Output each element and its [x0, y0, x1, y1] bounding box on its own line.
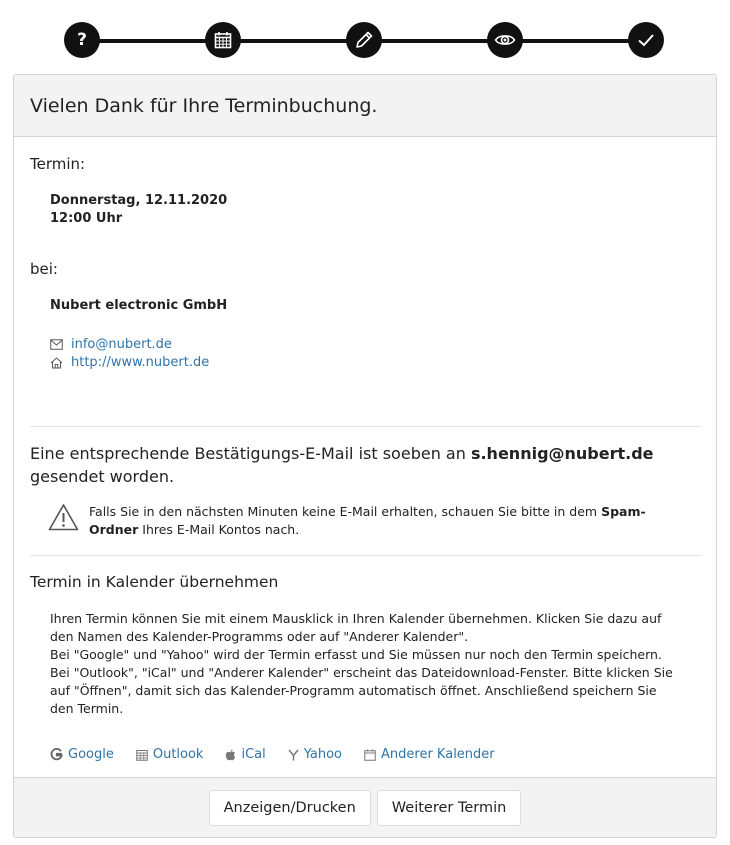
pencil-icon — [354, 30, 374, 50]
other-calendar-link-text[interactable]: Anderer Kalender — [381, 747, 495, 762]
apple-icon — [225, 749, 236, 761]
outlook-link-text[interactable]: Outlook — [152, 747, 204, 762]
question-icon: ? — [77, 30, 87, 50]
new-appointment-button[interactable]: Weiterer Termin — [377, 790, 522, 826]
confirmation-text: Eine entsprechende Bestätigungs-E-Mail ist soeben an — [30, 444, 471, 463]
yahoo-calendar-link[interactable] — [288, 747, 342, 762]
calendar-instructions — [50, 610, 680, 718]
progress-stepper — [0, 0, 730, 74]
email-link-text[interactable]: info@nubert.de — [71, 337, 172, 352]
appointment-date: Donnerstag, 12.11.2020 — [50, 193, 228, 208]
appointment-time: 12:00 Uhr — [50, 211, 123, 226]
yahoo-icon — [288, 749, 299, 761]
warning-spam-folder: Spam-Ordner — [89, 504, 646, 537]
termin-label: Termin: — [30, 155, 86, 173]
ical-calendar-link[interactable] — [225, 747, 265, 762]
calendar-instructions-line2: Bei "Google" und "Yahoo" wird der Termin erfasst und Sie müssen nur noch den Termin speichern. — [50, 647, 662, 662]
card-footer — [14, 777, 716, 837]
warning-icon — [48, 503, 79, 531]
yahoo-link-text[interactable]: Yahoo — [303, 747, 343, 762]
page-title: Vielen Dank für Ihre Terminbuchung. — [30, 94, 378, 117]
other-calendar-link[interactable] — [364, 747, 495, 762]
confirmation-text-end: gesendet worden. — [30, 467, 175, 486]
spam-warning — [48, 503, 689, 539]
google-icon — [50, 748, 63, 761]
booking-confirmation-card — [13, 74, 717, 838]
home-icon — [50, 357, 63, 369]
google-calendar-link[interactable] — [50, 747, 114, 762]
bei-label: bei: — [30, 260, 58, 278]
check-icon — [637, 32, 655, 48]
warning-text-end: Ihres E-Mail Kontos nach. — [138, 522, 300, 537]
ical-link-text[interactable]: iCal — [241, 747, 266, 762]
envelope-icon — [50, 339, 63, 350]
step-done — [628, 22, 664, 58]
website-link[interactable] — [50, 355, 209, 370]
confirmation-message — [30, 442, 680, 488]
calendar-section-title: Termin in Kalender übernehmen — [30, 573, 279, 591]
company-name: Nubert electronic GmbH — [50, 298, 228, 313]
warning-text-start: Falls Sie in den nächsten Minuten keine E-Mail erhalten, schauen Sie bitte in dem — [89, 504, 602, 519]
google-link-text[interactable]: Google — [68, 747, 114, 762]
calendar-instructions-line3: Bei "Outlook", "iCal" und "Anderer Kalender" erscheint das Dateidownload-Fenster. Bitte klicken Sie auf "Öffnen", damit sich das Kalender-Programm automatisch öffnet. Anschließend speichern Sie den Termin. — [50, 665, 673, 716]
step-preview — [487, 22, 523, 58]
confirmation-email: s.hennig@nubert.de — [470, 444, 654, 463]
calendar-links — [50, 747, 517, 762]
calendar-instructions-line1: Ihren Termin können Sie mit einem Mausklick in Ihren Kalender übernehmen. Klicken Sie dazu auf den Namen des Kalender-Programms oder auf "Anderer Kalender". — [50, 611, 662, 644]
website-link-text[interactable]: http://www.nubert.de — [71, 355, 210, 370]
eye-icon — [494, 32, 516, 48]
step-edit — [346, 22, 382, 58]
warning-text — [89, 503, 689, 539]
print-button[interactable]: Anzeigen/Drucken — [209, 790, 371, 826]
divider — [30, 555, 702, 556]
email-link[interactable] — [50, 337, 172, 352]
outlook-calendar-link[interactable] — [136, 747, 204, 762]
step-calendar — [205, 22, 241, 58]
card-header — [14, 75, 716, 137]
calendar-grid-icon — [136, 749, 148, 761]
step-question — [64, 22, 100, 58]
calendar-blank-icon — [364, 749, 376, 761]
divider — [30, 426, 702, 427]
calendar-icon — [214, 31, 232, 49]
